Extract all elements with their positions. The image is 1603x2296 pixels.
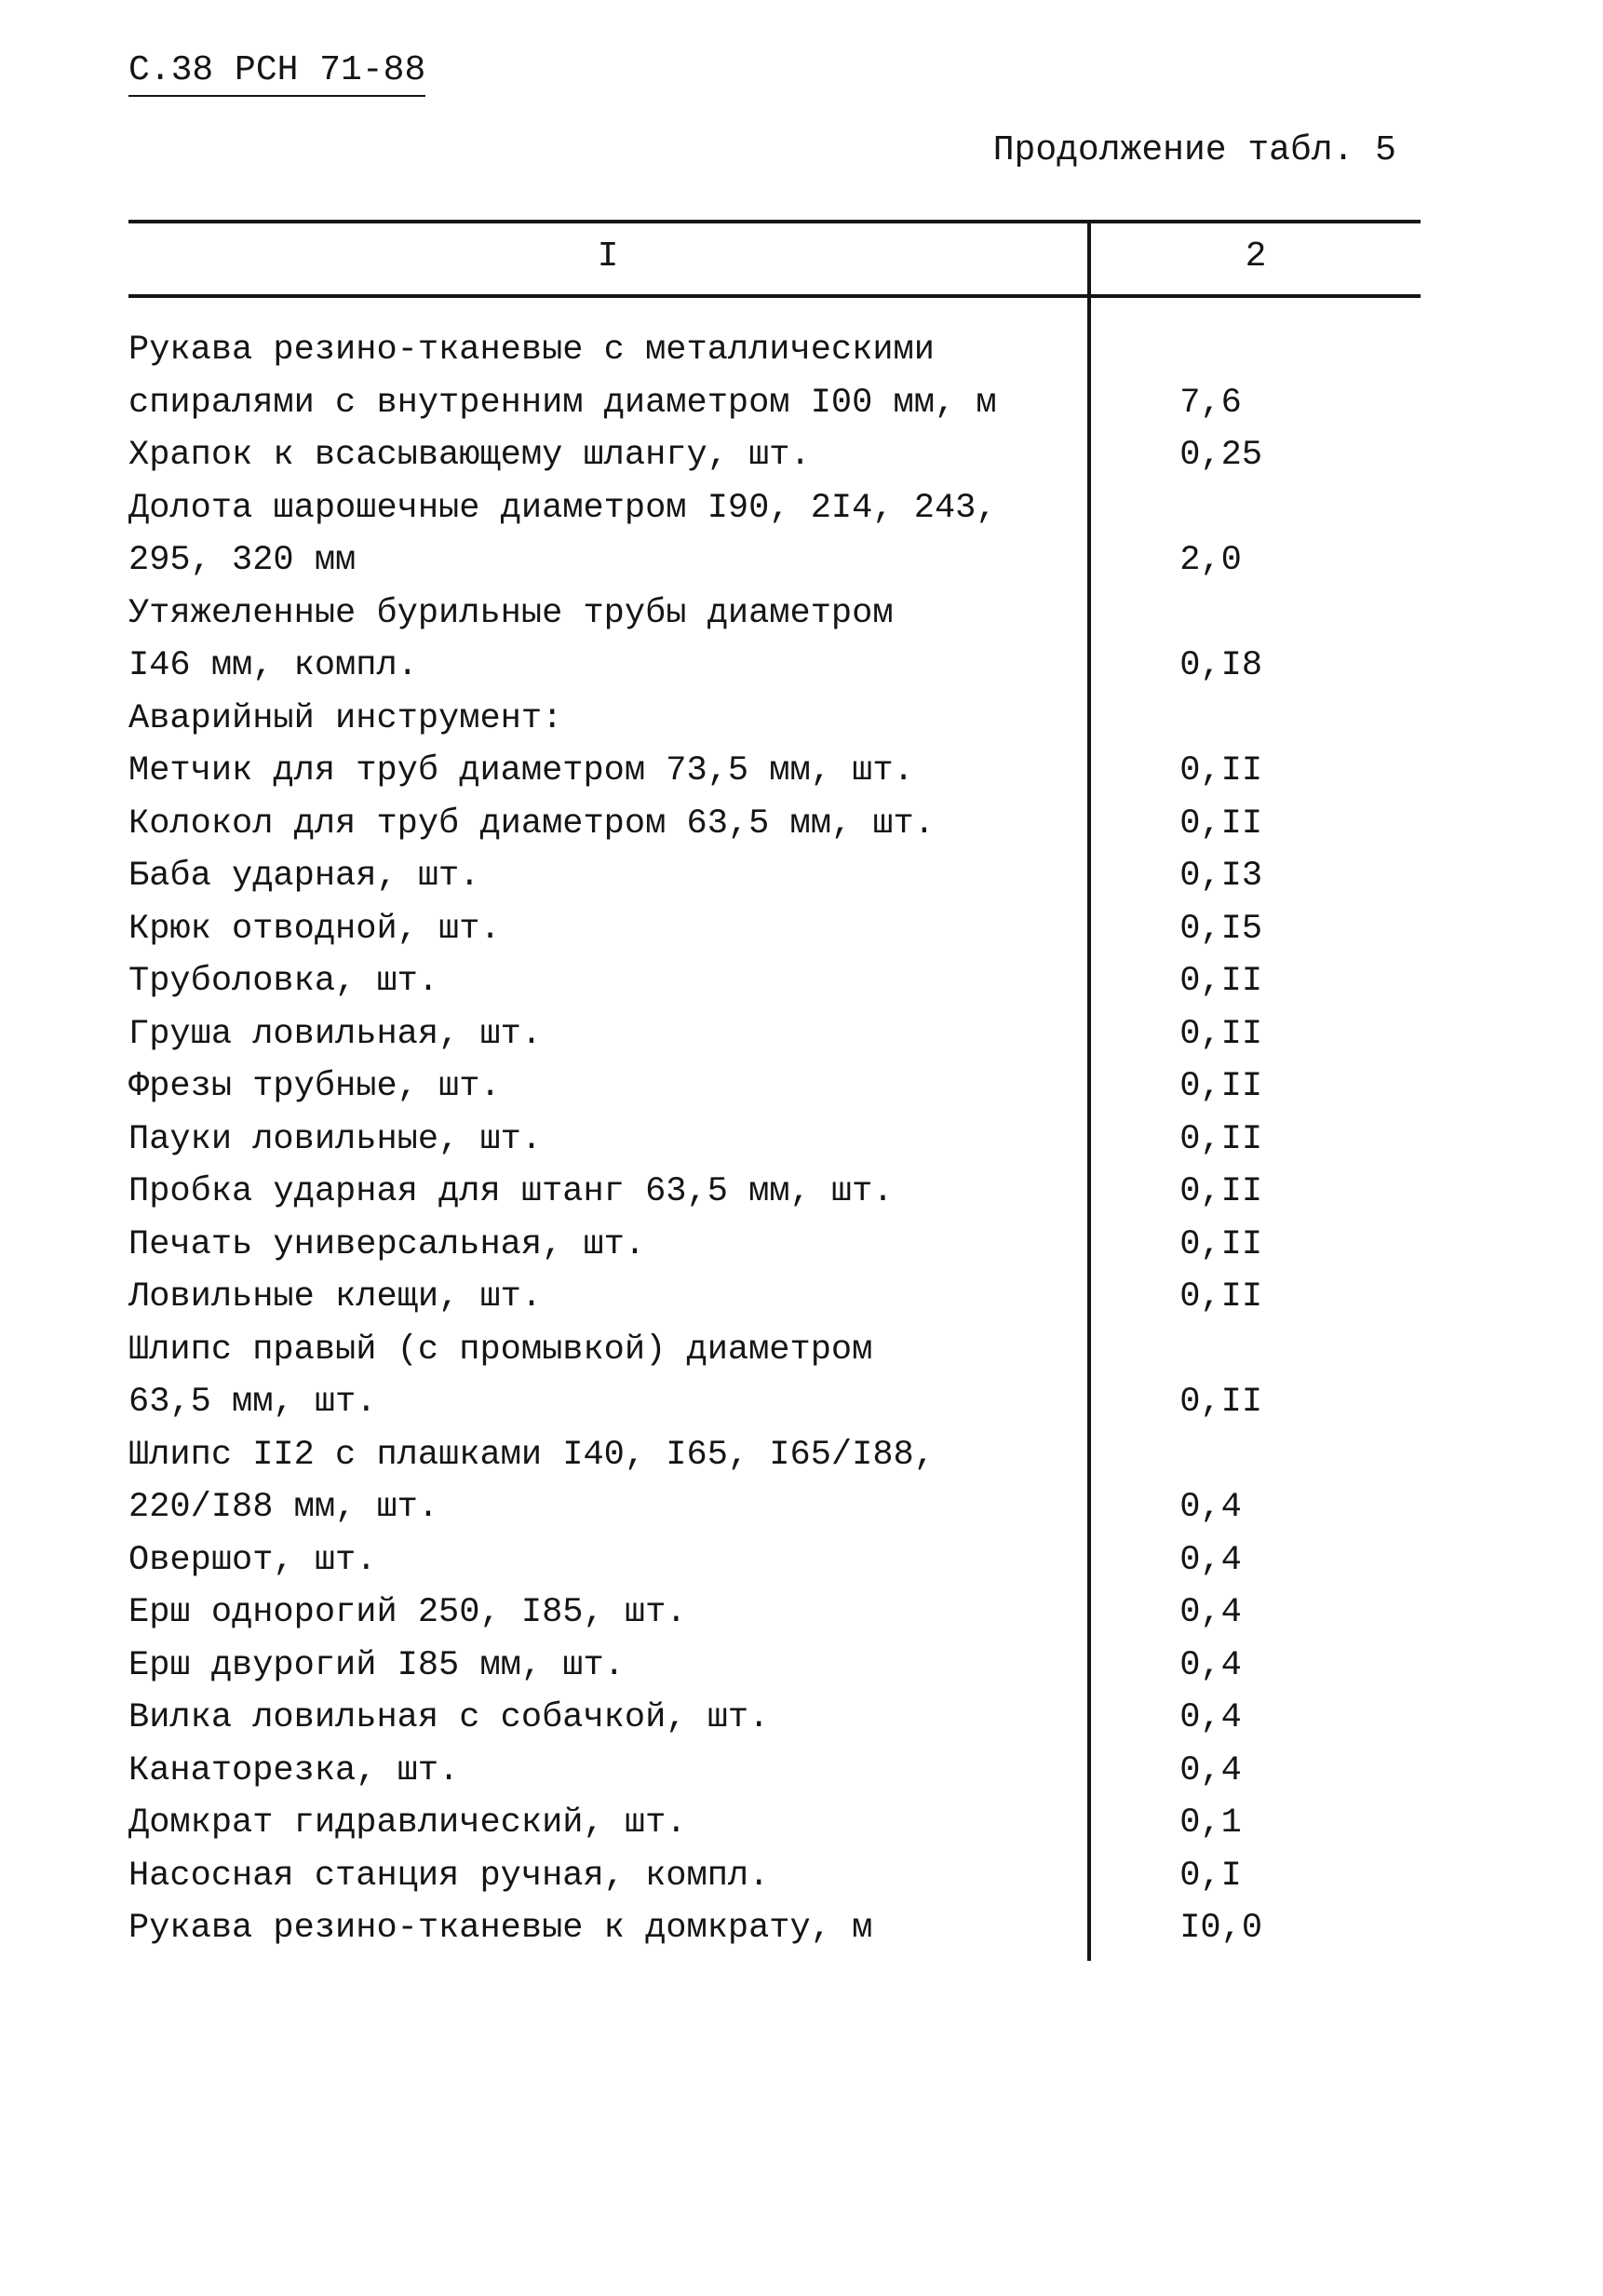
row-value: 0,1: [1179, 1803, 1242, 1843]
table-row: [128, 1114, 1421, 1167]
table-row: [128, 482, 1421, 588]
row-description: Ерш двурогий I85 мм, шт.: [128, 1645, 625, 1685]
row-value: 7,6: [1179, 383, 1242, 423]
table-continuation-label: Продолжение табл. 5: [992, 130, 1396, 170]
row-value: 0,II: [1179, 1277, 1263, 1317]
row-description: Метчик для труб диаметром 73,5 мм, шт.: [128, 751, 914, 790]
table-row: [128, 1534, 1421, 1587]
table-row: [128, 1008, 1421, 1061]
table-row: [128, 429, 1421, 482]
table-header-rule: [128, 294, 1421, 298]
table-top-rule: [128, 220, 1421, 223]
row-description: Насосная станция ручная, компл.: [128, 1856, 770, 1896]
row-value: 0,4: [1179, 1488, 1242, 1527]
row-description: Пробка ударная для штанг 63,5 мм, шт.: [128, 1172, 894, 1211]
row-value: 0,4: [1179, 1750, 1242, 1790]
row-description: Фрезы трубные, шт.: [128, 1067, 501, 1106]
row-description: Шлипс правый (с промывкой) диаметром 63,5 мм, шт.: [128, 1330, 873, 1422]
table-row: [128, 1060, 1421, 1114]
row-description: Канаторезка, шт.: [128, 1750, 460, 1790]
row-value: 0,II: [1179, 1067, 1263, 1106]
table-row: [128, 1902, 1421, 1955]
table-row: [128, 850, 1421, 903]
row-description: Овершот, шт.: [128, 1540, 377, 1580]
row-value: 0,I5: [1179, 909, 1263, 949]
table-row: [128, 903, 1421, 956]
table-row: [128, 1271, 1421, 1324]
page-reference: С.38 РСН 71-88: [128, 48, 425, 97]
row-description: Рукава резино-тканевые к домкрату, м: [128, 1909, 873, 1948]
table-row: [128, 588, 1421, 693]
row-description: Аварийный инструмент:: [128, 698, 563, 738]
table-row: [128, 1166, 1421, 1219]
row-value: 0,4: [1179, 1593, 1242, 1632]
row-value: 0,I8: [1179, 646, 1263, 685]
table-row: [128, 745, 1421, 798]
row-value: 2,0: [1179, 541, 1242, 580]
row-description: Домкрат гидравлический, шт.: [128, 1803, 687, 1843]
row-description: Ерш однорогий 250, I85, шт.: [128, 1593, 687, 1632]
table-row: [128, 324, 1421, 429]
row-value: 0,I: [1179, 1856, 1242, 1896]
table-row: [128, 1587, 1421, 1640]
row-value: 0,I3: [1179, 857, 1263, 896]
table-row: [128, 1850, 1421, 1903]
row-description: Долота шарошечные диаметром I90, 2I4, 243, 295, 320 мм: [128, 488, 997, 580]
row-description: Вилка ловильная с собачкой, шт.: [128, 1698, 770, 1737]
table-row: [128, 1797, 1421, 1850]
row-value: 0,4: [1179, 1645, 1242, 1685]
row-value: 0,25: [1179, 436, 1263, 475]
row-description: Шлипс II2 с плашками I40, I65, I65/I88, 220/I88 мм, шт.: [128, 1435, 935, 1527]
row-value: 0,II: [1179, 1172, 1263, 1211]
table-row: [128, 955, 1421, 1008]
row-description: Утяжеленные бурильные трубы диаметром I46 мм, компл.: [128, 593, 894, 685]
row-description: Ловильные клещи, шт.: [128, 1277, 543, 1317]
row-description: Храпок к всасывающему шлангу, шт.: [128, 436, 811, 475]
table-row: [128, 1692, 1421, 1745]
row-value: 0,II: [1179, 1224, 1263, 1264]
row-description: Печать универсальная, шт.: [128, 1224, 646, 1264]
row-description: Колокол для труб диаметром 63,5 мм, шт.: [128, 804, 935, 844]
table-row: [128, 798, 1421, 851]
table-body: [128, 324, 1421, 1955]
table-row: [128, 1745, 1421, 1798]
row-value: I0,0: [1179, 1909, 1263, 1948]
column-header-2: 2: [1245, 236, 1267, 277]
table-row: [128, 1429, 1421, 1534]
table-row: [128, 1324, 1421, 1429]
row-value: 0,II: [1179, 1383, 1263, 1422]
row-value: 0,II: [1179, 1119, 1263, 1159]
row-value: 0,4: [1179, 1698, 1242, 1737]
table-row: [128, 693, 1421, 746]
row-value: 0,II: [1179, 1014, 1263, 1054]
row-description: Крюк отводной, шт.: [128, 909, 501, 949]
row-value: 0,II: [1179, 804, 1263, 844]
row-description: Труболовка, шт.: [128, 962, 439, 1001]
row-value: 0,II: [1179, 751, 1263, 790]
row-description: Баба ударная, шт.: [128, 857, 480, 896]
table-row: [128, 1640, 1421, 1693]
column-header-1: I: [597, 236, 619, 277]
table-row: [128, 1219, 1421, 1272]
row-value: 0,4: [1179, 1540, 1242, 1580]
row-description: Рукава резино-тканевые с металлическими спиралями с внутренним диаметром I00 мм, м: [128, 331, 997, 423]
row-value: 0,II: [1179, 962, 1263, 1001]
row-description: Пауки ловильные, шт.: [128, 1119, 543, 1159]
row-description: Груша ловильная, шт.: [128, 1014, 543, 1054]
